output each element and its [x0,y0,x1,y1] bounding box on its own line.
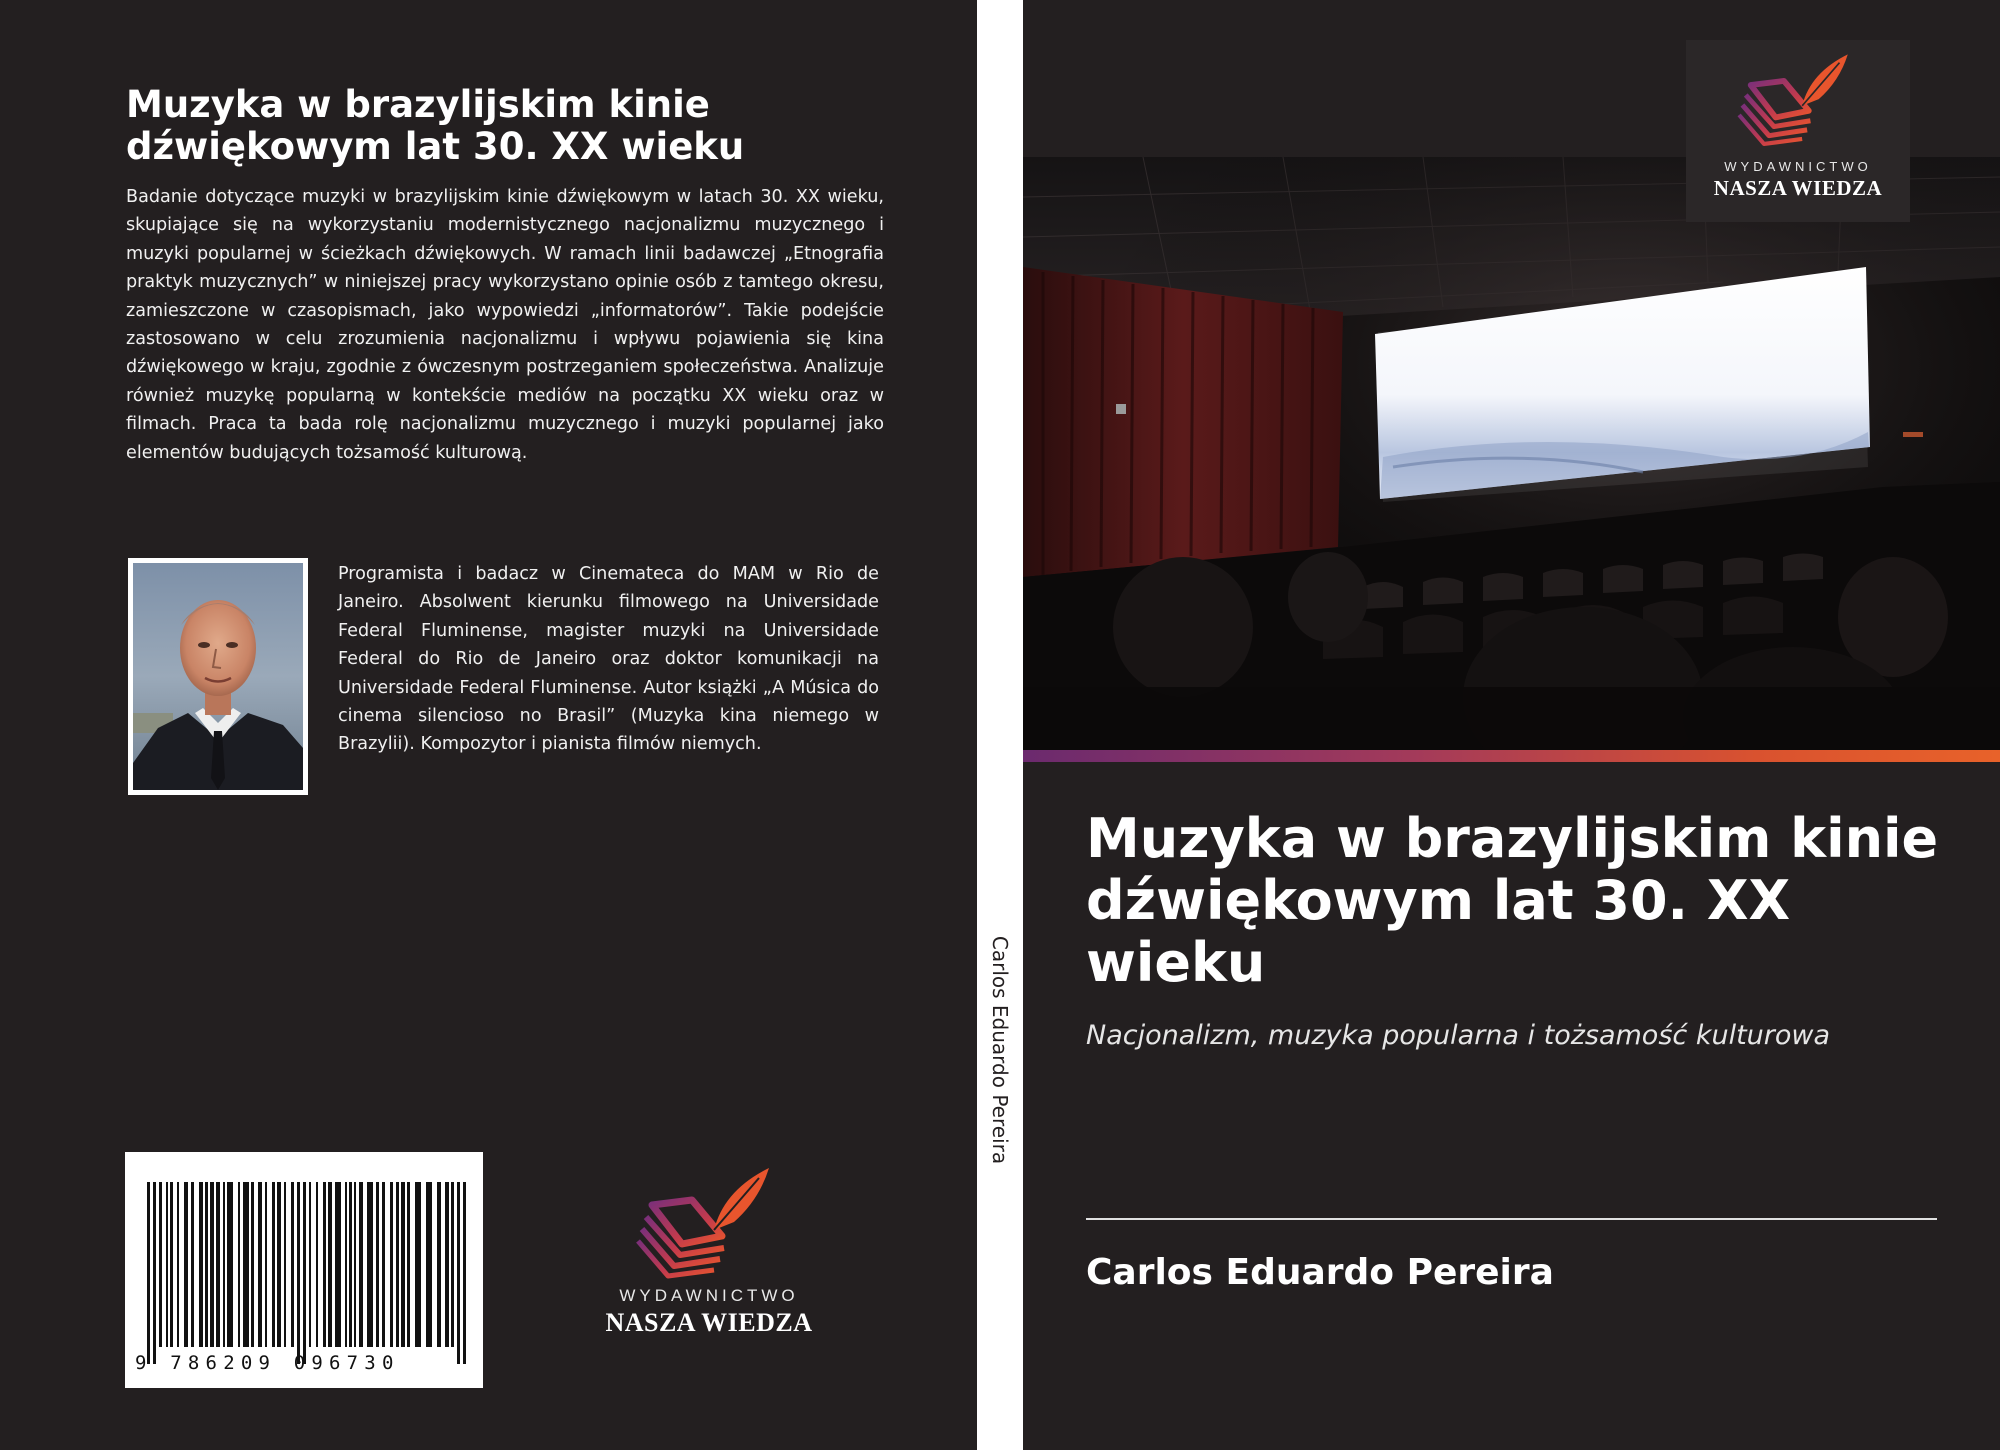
barcode-bar [272,1182,275,1347]
barcode-bar [390,1182,393,1347]
barcode-bar [243,1182,249,1347]
publisher-label-big: NASZA WIEDZA [605,1308,813,1337]
publisher-label-big: NASZA WIEDZA [1713,176,1883,200]
barcode-bar [223,1182,225,1347]
barcode-guard-bar [457,1182,460,1364]
front-cover-author: Carlos Eduardo Pereira [1086,1252,1554,1293]
barcode-bar [216,1182,220,1347]
cinema-auditorium-image [1023,157,2000,750]
barcode-bar [437,1182,441,1347]
barcode-bar [265,1182,267,1347]
barcode-guard-bar [297,1182,300,1364]
barcode-bar [382,1182,385,1347]
barcode-bar [415,1182,421,1347]
author-photo [128,558,308,795]
barcode-bar [227,1182,233,1347]
barcode-bar [349,1182,352,1347]
back-cover-description: Badanie dotyczące muzyki w brazylijskim kinie dźwiękowym w latach 30. XX wieku, skupiające się na wykorzystaniu modernistycznego nacjonalizmu muzycznego i muzyki popularnej w ścieżkach dźwiękowych. W ramach linii badawczej „Etnografia praktyk muzycznych” w niniejszej pracy wykorzystano opinie osób z tamtego okresu, zamieszczone w czasopismach, jako wypowiedzi „informatorów”. Takie podejście zastosowano w celu zrozumienia nacjonalizmu i wpływu pojawienia się kina dźwiękowego w kraju, zgodnie z ówczesnym postrzeganiem społeczeństwa. Analizuje również muzykę popularną w kontekście mediów na początku XX wieku oraz w filmach. Praca ta bada rolę nacjonalizmu muzycznego i muzyki popularnej jako elementów budujących tożsamość kulturową. [126,187,884,463]
barcode-bar [159,1182,162,1347]
barcode-bar [184,1182,188,1347]
barcode-bar [445,1182,449,1347]
barcode-bar [323,1182,326,1347]
barcode-bar [177,1182,179,1347]
front-cover-subtitle: Nacjonalizm, muzyka popularna i tożsamość kulturowa [1086,1020,1831,1051]
barcode-bar [407,1182,410,1347]
barcode-guard-bar [147,1182,150,1364]
barcode-bar [191,1182,194,1347]
barcode-bar [210,1182,214,1347]
book-quill-logo-icon [1686,40,1910,155]
barcode-bar [277,1182,281,1347]
publisher-logo-back [574,1160,844,1350]
barcode-bar [170,1182,173,1347]
barcode-guard-bar [463,1182,466,1364]
barcode-bar [199,1182,203,1347]
barcode-bar [359,1182,363,1347]
barcode-bar [328,1182,332,1347]
barcode-bar [396,1182,399,1347]
divider [1086,1218,1937,1220]
barcode-bar [367,1182,373,1347]
front-cover-title: Muzyka w brazylijskim kinie dźwiękowym lat 30. XX wieku [1086,807,1939,994]
spine [977,0,1023,1450]
isbn-barcode [125,1152,483,1388]
accent-stripe [1023,750,2000,762]
publisher-label-small: WYDAWNICTWO [619,1286,799,1305]
author-bio: Programista i badacz w Cinemateca do MAM w Rio de Janeiro. Absolwent kierunku filmowego na Universidade Federal Fluminense, magister muzyki na Universidade Federal do Rio de Janeiro oraz doktor komunikacji na Universidade Federal Fluminense. Autor książki „A Música do cinema silencioso no Brasil” (Muzyka kina niemego w Brazylii). Kompozytor i pianista filmów niemych. [338,564,879,755]
barcode-bar [335,1182,341,1347]
barcode-bar [284,1182,286,1347]
spine-author: Carlos Eduardo Pereira [988,935,1012,1165]
barcode-bar [426,1182,432,1347]
front-cover [1023,0,2000,1450]
back-cover-title: Muzyka w brazylijskim kinie dźwiękowym lat 30. XX wieku [126,83,745,168]
back-cover [0,0,977,1450]
barcode-bar [354,1182,356,1347]
barcode-bar [345,1182,347,1347]
isbn-number: 9 786209 096730 [135,1352,400,1374]
barcode-bar [451,1182,454,1347]
barcode-guard-bar [153,1182,156,1364]
barcode-bar [205,1182,208,1347]
publisher-label-small: WYDAWNICTWO [1724,159,1872,174]
publisher-logo-front [1686,40,1910,222]
barcode-bar [258,1182,262,1347]
barcode-guard-bar [303,1182,306,1364]
barcode-bar [316,1182,318,1347]
barcode-bar [291,1182,294,1347]
barcode-bar [309,1182,311,1347]
book-quill-logo-icon [574,1160,844,1280]
barcode-bar [238,1182,240,1347]
barcode-bar [401,1182,405,1347]
barcode-bar [251,1182,254,1347]
barcode-bar [166,1182,168,1347]
barcode-bar [376,1182,379,1347]
